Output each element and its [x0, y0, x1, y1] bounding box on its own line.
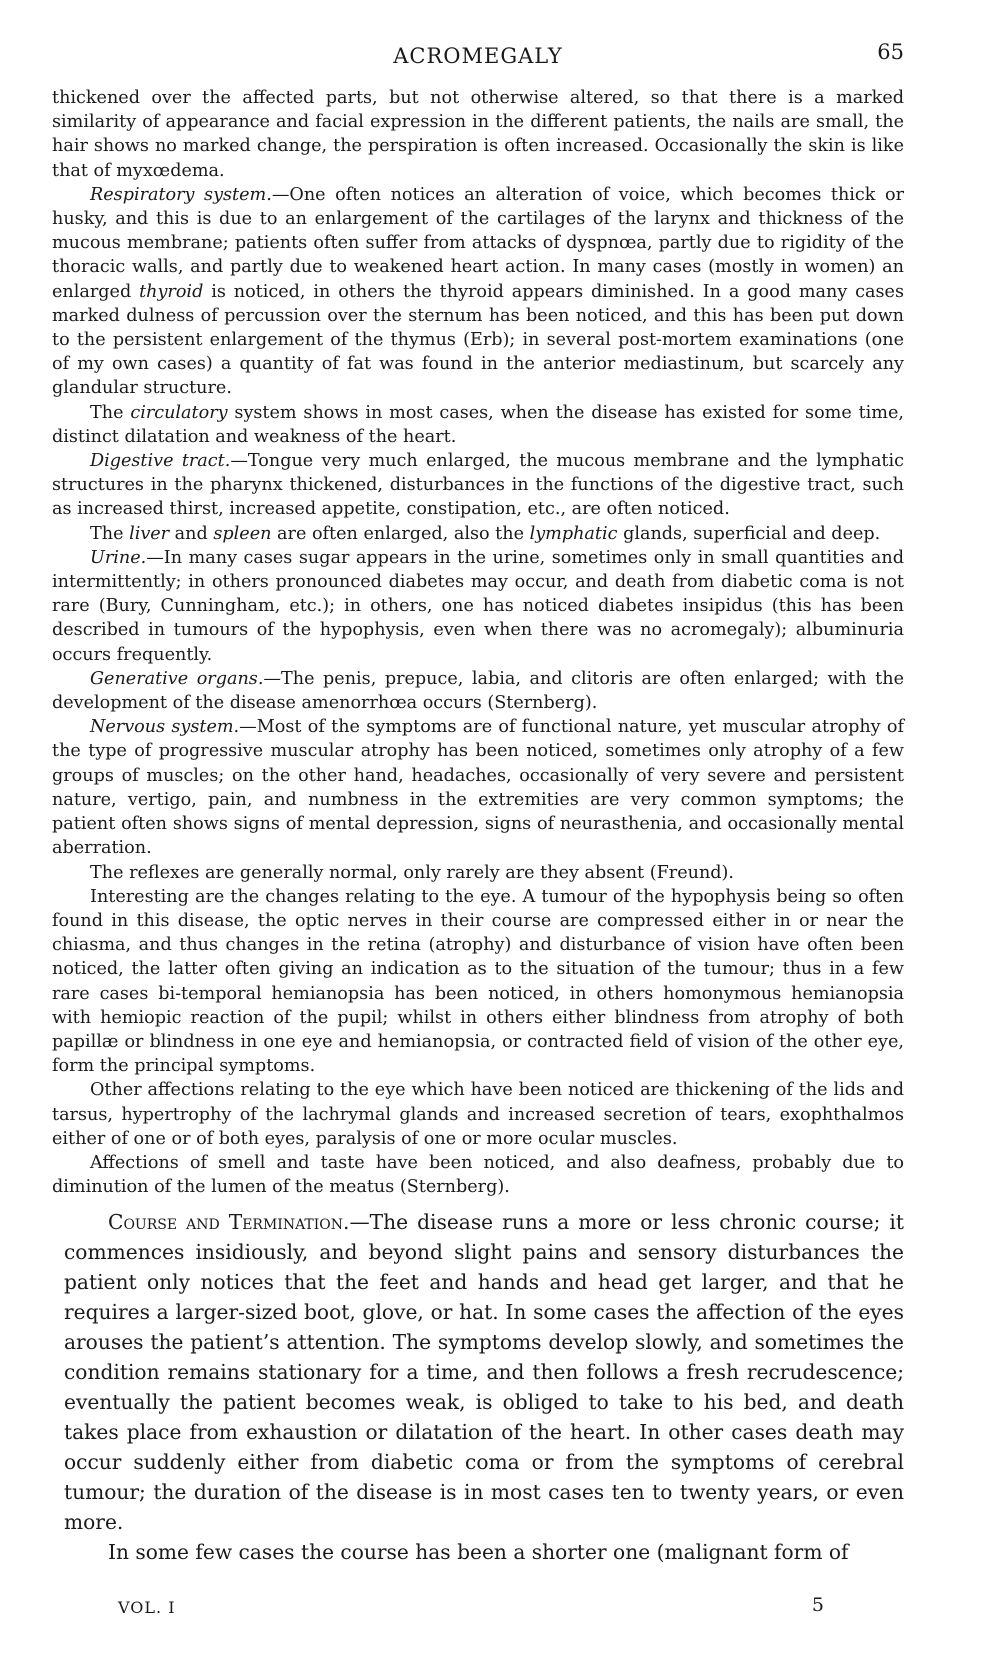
paragraph-smell-taste: Affections of smell and taste have been noticed, and also deafness, probably due to diminution of the lumen of the meatus (Sternberg).: [52, 1152, 904, 1198]
page-footer: [118, 1594, 824, 1618]
signature-mark: 5: [811, 1594, 824, 1616]
paragraph-eye: Interesting are the changes relating to the eye. A tumour of the hypophysis being so often found in this disease, the optic nerves in their course are compressed either in or near the chiasma, and thus changes in the retina (atrophy) and disturbance of vision have often been noticed, the latter often giving an indication as to the situation of the tumour; thus in a few rare cases bi-temporal hemianopsia has been noticed, in others homonymous hemianopsia with hemiopic reaction of the pupil; whilst in others either blindness from atrophy of both papillæ or blindness in one eye and hemianopsia, or contracted field of vision of the other eye, form the principal symptoms.: [52, 886, 904, 1077]
volume-label: VOL. I: [118, 1598, 176, 1617]
section-lead: Nervous system.: [90, 717, 240, 738]
paragraph-eye-other: Other affections relating to the eye which have been noticed are thickening of the lids and tarsus, hypertrophy of the lachrymal glands and increased secretion of tears, exophthalmos either of one or of both eyes, paralysis of one or more ocular muscles.: [52, 1080, 904, 1149]
paragraph-malignant: In some few cases the course has been a shorter one (malignant form of: [108, 1540, 849, 1565]
paragraph-circulatory: The circulatory system shows in most cases, when the disease has existed for some time, distinct dilatation and weakness of the heart.: [52, 402, 904, 447]
paragraph-respiratory: Respiratory system.—One often notices an alteration of voice, which becomes thick or husky, and this is due to an enlargement of the cartilages of the larynx and thickness of the mucous membrane; patients often suffer from attacks of dyspnœa, partly due to rigidity of the thoracic walls, and partly due to weakened heart action. In many cases (mostly in women) an enlarged thyroid is noticed, in others the thyroid appears diminished. In a good many cases marked dulness of percussion over the sternum has been noticed, and this has been put down to the persistent enlargement of the thymus (Erb); in several post-mortem examinations (one of my own cases) a quantity of fat was found in the anterior mediastinum, but scarcely any glandular structure.: [52, 184, 904, 399]
page-header: [52, 40, 904, 80]
paragraph-liver: The liver and spleen are often enlarged, also the lymphatic glands, superficial and deep.: [90, 523, 881, 544]
section-lead: Generative organs.: [90, 668, 264, 689]
paragraph-nervous: Nervous system.—Most of the symptoms are of functional nature, yet muscular atrophy of the type of progressive muscular atrophy has been noticed, sometimes only atrophy of a few groups of muscles; on the other hand, headaches, occasionally of very severe and persistent nature, vertigo, pain, and numbness in the extremities are very common symptoms; the patient often shows signs of mental depression, signs of neurasthenia, and occasionally mental aberration.: [52, 717, 904, 859]
paragraph-generative: Generative organs.—The penis, prepuce, labia, and clitoris are often enlarged; with the development of the disease amenorrhœa occurs (Sternberg).: [52, 668, 904, 714]
large-print-section: [52, 1207, 904, 1567]
paragraph-digestive: Digestive tract.—Tongue very much enlarged, the mucous membrane and the lymphatic structures in the pharynx thickened, disturbances in the functions of the digestive tract, such as increased thirst, increased appetite, constipation, etc., are often noticed.: [52, 451, 904, 520]
paragraph-course: Course and Termination.—The disease runs a more or less chronic course; it commences insidiously, and beyond slight pains and sensory disturbances the patient only notices that the feet and hands and head get larger, and that he requires a larger-sized boot, glove, or hat. In some cases the affection of the eyes arouses the patient’s attention. The symptoms develop slowly, and sometimes the condition remains stationary for a time, and then follows a fresh recrudescence; eventually the patient becomes weak, is obliged to take to his bed, and death takes place from exhaustion or dilatation of the heart. In other cases death may occur suddenly either from diabetic coma or from the symptoms of cerebral tumour; the duration of the disease is in most cases ten to twenty years, or even more.: [64, 1210, 904, 1535]
section-lead: Course and Termination.: [108, 1210, 350, 1235]
page-number: 65: [877, 40, 904, 64]
small-print-section: [52, 86, 904, 1199]
section-lead: Urine.: [90, 547, 147, 568]
paragraph-urine: Urine.—In many cases sugar appears in the urine, sometimes only in small quantities and intermittently; in others pronounced diabetes may occur, and death from diabetic coma is not rare (Bury, Cunningham, etc.); in others, one has noticed diabetes insipidus (this has been described in tumours of the hypophysis, even when there was no acromegaly); albuminuria occurs frequently.: [52, 547, 904, 665]
section-lead: Digestive tract.: [90, 451, 231, 472]
running-title: ACROMEGALY: [393, 44, 563, 68]
section-lead: Respiratory system.: [90, 184, 272, 205]
paragraph: thickened over the affected parts, but not otherwise altered, so that there is a marked similarity of appearance and facial expression in the different patients, the nails are small, the hair shows no marked change, the perspiration is often increased. Occasionally the skin is like that of myxœdema.: [52, 88, 904, 181]
paragraph-reflexes: The reflexes are generally normal, only rarely are they absent (Freund).: [90, 862, 734, 883]
